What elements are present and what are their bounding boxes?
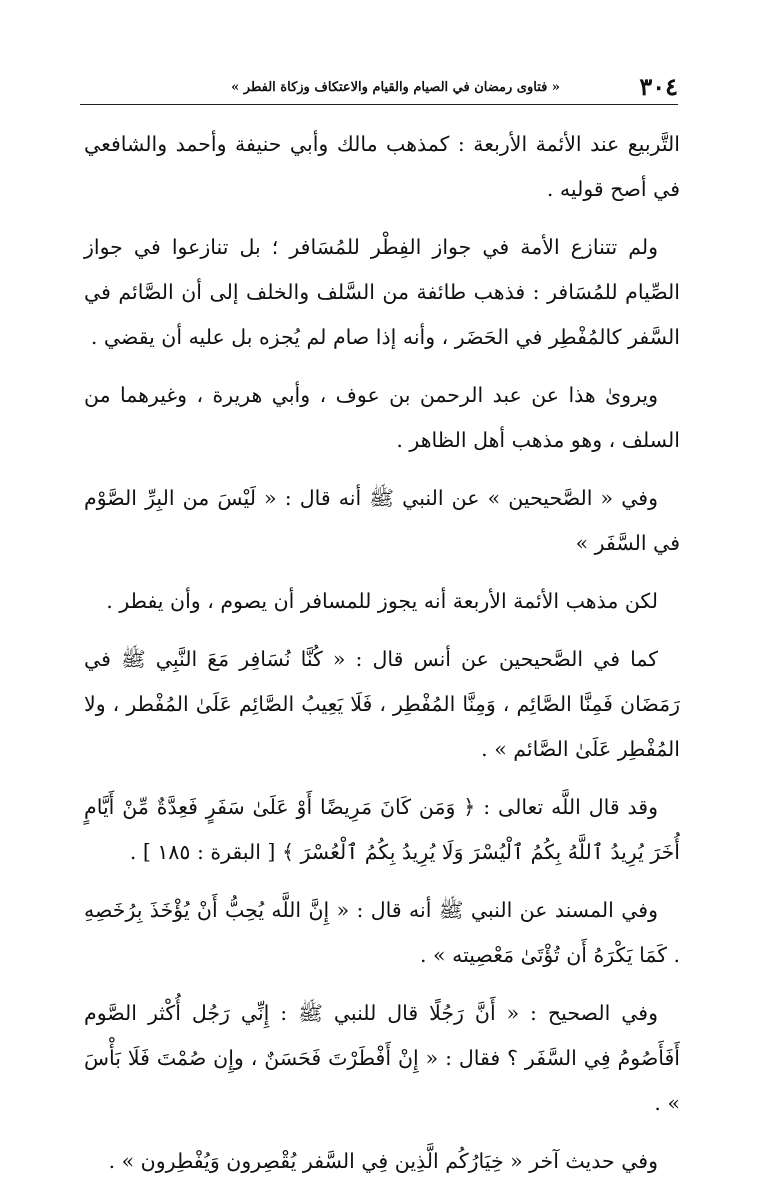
- paragraph: ولم تتنازع الأمة في جواز الفِطْر للمُسَافر ؛ بل تنازعوا في جواز الصِّيام للمُسَافر : فذهب طائفة من السَّلف والخلف إلى أن الصَّائم في السَّفر كالمُفْطِر في الحَضَر ، وأنه إذا صام لم يُجزه بل عليه أن يقضي .: [84, 235, 680, 349]
- page-number: ٣٠٤: [639, 72, 678, 101]
- page-body: [84, 122, 680, 1197]
- page-header: [78, 68, 678, 108]
- paragraph: وفي حديث آخر « خِيَارُكُم الَّذِين فِي السَّفر يُقْصِرون وَيُفْطِرون » .: [108, 1149, 658, 1173]
- running-title: « فتاوى رمضان في الصيام والقيام والاعتكاف وزكاة الفطر »: [231, 80, 560, 95]
- paragraph: لكن مذهب الأئمة الأربعة أنه يجوز للمسافر أن يصوم ، وأن يفطر .: [106, 589, 658, 613]
- paragraph: كما في الصَّحيحين عن أنس قال : « كُنَّا نُسَافِر مَعَ النَّبِي ﷺ في رَمَضَان فَمِنَّا الصَّائِم ، وَمِنَّا المُفْطِر ، فَلَا يَعِيبُ الصَّائِم عَلَىٰ المُفْطر ، ولا المُفْطِر عَلَىٰ الصَّائم » .: [84, 647, 680, 761]
- paragraph: وفي « الصَّحيحين » عن النبي ﷺ أنه قال : « لَيْسَ من البِرِّ الصَّوْم في السَّفَر »: [84, 486, 680, 555]
- paragraph: ويروىٰ هذا عن عبد الرحمن بن عوف ، وأبي هريرة ، وغيرهما من السلف ، وهو مذهب أهل الظاهر .: [84, 383, 680, 452]
- header-rule: [80, 104, 678, 105]
- paragraph: وفي المسند عن النبي ﷺ أنه قال : « إِنَّ اللَّه يُحِبُّ أَنْ يُؤْخَذَ بِرُخَصِهِ . كَمَا يَكْرَهُ أَن تُؤْتَىٰ مَعْصِيته » .: [84, 898, 680, 967]
- paragraph: التَّربيع عند الأئمة الأربعة : كمذهب مالك وأبي حنيفة وأحمد والشافعي في أصح قوليه .: [84, 132, 680, 201]
- paragraph: وقد قال اللَّه تعالى : ﴿ وَمَن كَانَ مَرِيضًا أَوْ عَلَىٰ سَفَرٍ فَعِدَّةٌ مِّنْ أَيَّامٍ أُخَرَ يُرِيدُ ٱللَّهُ بِكُمُ ٱلْيُسْرَ وَلَا يُرِيدُ بِكُمُ ٱلْعُسْرَ ﴾ [ البقرة : ١٨٥ ] .: [84, 795, 680, 864]
- paragraph: وفي الصحيح : « أَنَّ رَجُلًا قال للنبي ﷺ : إِنِّي رَجُل أُكْثر الصَّوم أَفَأَصُومُ فِي السَّفَر ؟ فقال : « إِنْ أَفْطَرْتَ فَحَسَنٌ ، وإِن صُمْتَ فَلَا بَأْسَ » .: [84, 1001, 680, 1115]
